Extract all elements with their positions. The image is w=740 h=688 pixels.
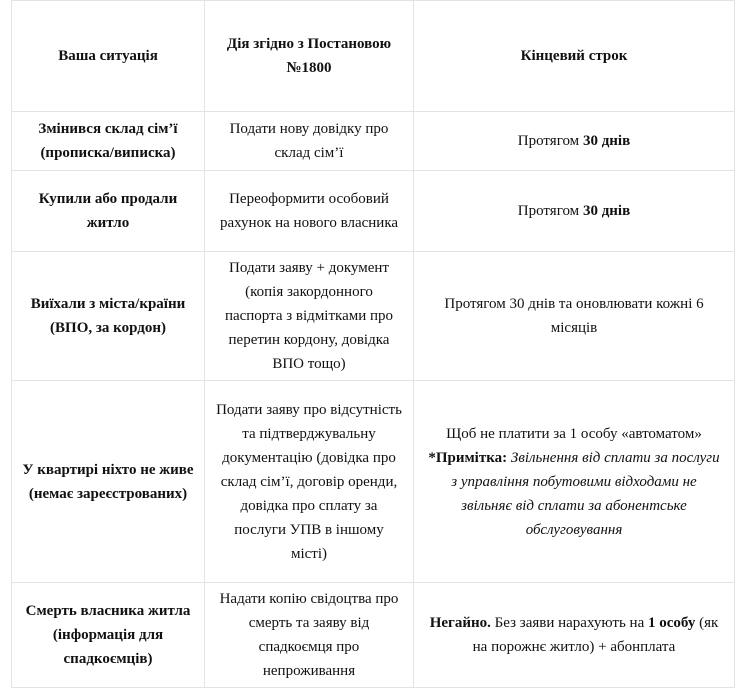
row-situation: Змінився склад сім’ї (прописка/виписка) (12, 112, 205, 171)
table-row (12, 252, 735, 381)
row-action: Подати заяву + документ (копія закордонного паспорта з відмітками про перетин кордону, довідка ВПО тощо) (205, 252, 414, 381)
deadline-end: (як на порожнє житло) + абонплата (472, 615, 719, 655)
deadline-bold: 30 днів (582, 203, 631, 219)
deadline-bold: 30 днів (582, 133, 631, 149)
deadline-middle: Без заяви нарахують на (490, 615, 648, 631)
table-row (12, 171, 735, 252)
note-text: Звільнення від сплати за послуги з управління побутовими відходами не звільняє від сплати за абонентське обслуговування (451, 449, 720, 538)
row-deadline (414, 381, 735, 583)
row-deadline (414, 171, 735, 252)
deadline-note (424, 446, 724, 542)
deadline-prefix: Протягом (517, 203, 583, 219)
deadline-bold-mid: 1 особу (647, 615, 696, 631)
deadlines-table (11, 0, 735, 688)
header-action: Дія згідно з Постановою №1800 (205, 1, 414, 112)
row-deadline (414, 112, 735, 171)
row-situation: Купили або продали житло (12, 171, 205, 252)
table-row (12, 112, 735, 171)
row-deadline: Протягом 30 днів та оновлювати кожні 6 місяців (414, 252, 735, 381)
header-situation: Ваша ситуація (12, 1, 205, 112)
note-label: *Примітка: (428, 449, 508, 466)
table-row (12, 583, 735, 688)
table-header-row (12, 1, 735, 112)
table-row (12, 381, 735, 583)
deadline-prefix: Протягом (517, 133, 583, 149)
row-action: Переоформити особовий рахунок на нового власника (205, 171, 414, 252)
row-action: Подати заяву про відсутність та підтверджувальну документацію (довідка про склад сім’ї, договір оренди, довідка про сплату за послуги УПВ в іншому місті) (205, 381, 414, 583)
row-situation: У квартирі ніхто не живе (немає зареєстрованих) (12, 381, 205, 583)
row-action: Надати копію свідоцтва про смерть та заяву від спадкоємця про непроживання (205, 583, 414, 688)
header-deadline: Кінцевий строк (414, 1, 735, 112)
row-deadline (414, 583, 735, 688)
row-situation: Смерть власника житла (інформація для спадкоємців) (12, 583, 205, 688)
row-action: Подати нову довідку про склад сім’ї (205, 112, 414, 171)
deadline-text: Щоб не платити за 1 особу «автоматом» (446, 425, 702, 442)
deadline-bold-start: Негайно. (429, 615, 491, 631)
row-situation: Виїхали з міста/країни (ВПО, за кордон) (12, 252, 205, 381)
